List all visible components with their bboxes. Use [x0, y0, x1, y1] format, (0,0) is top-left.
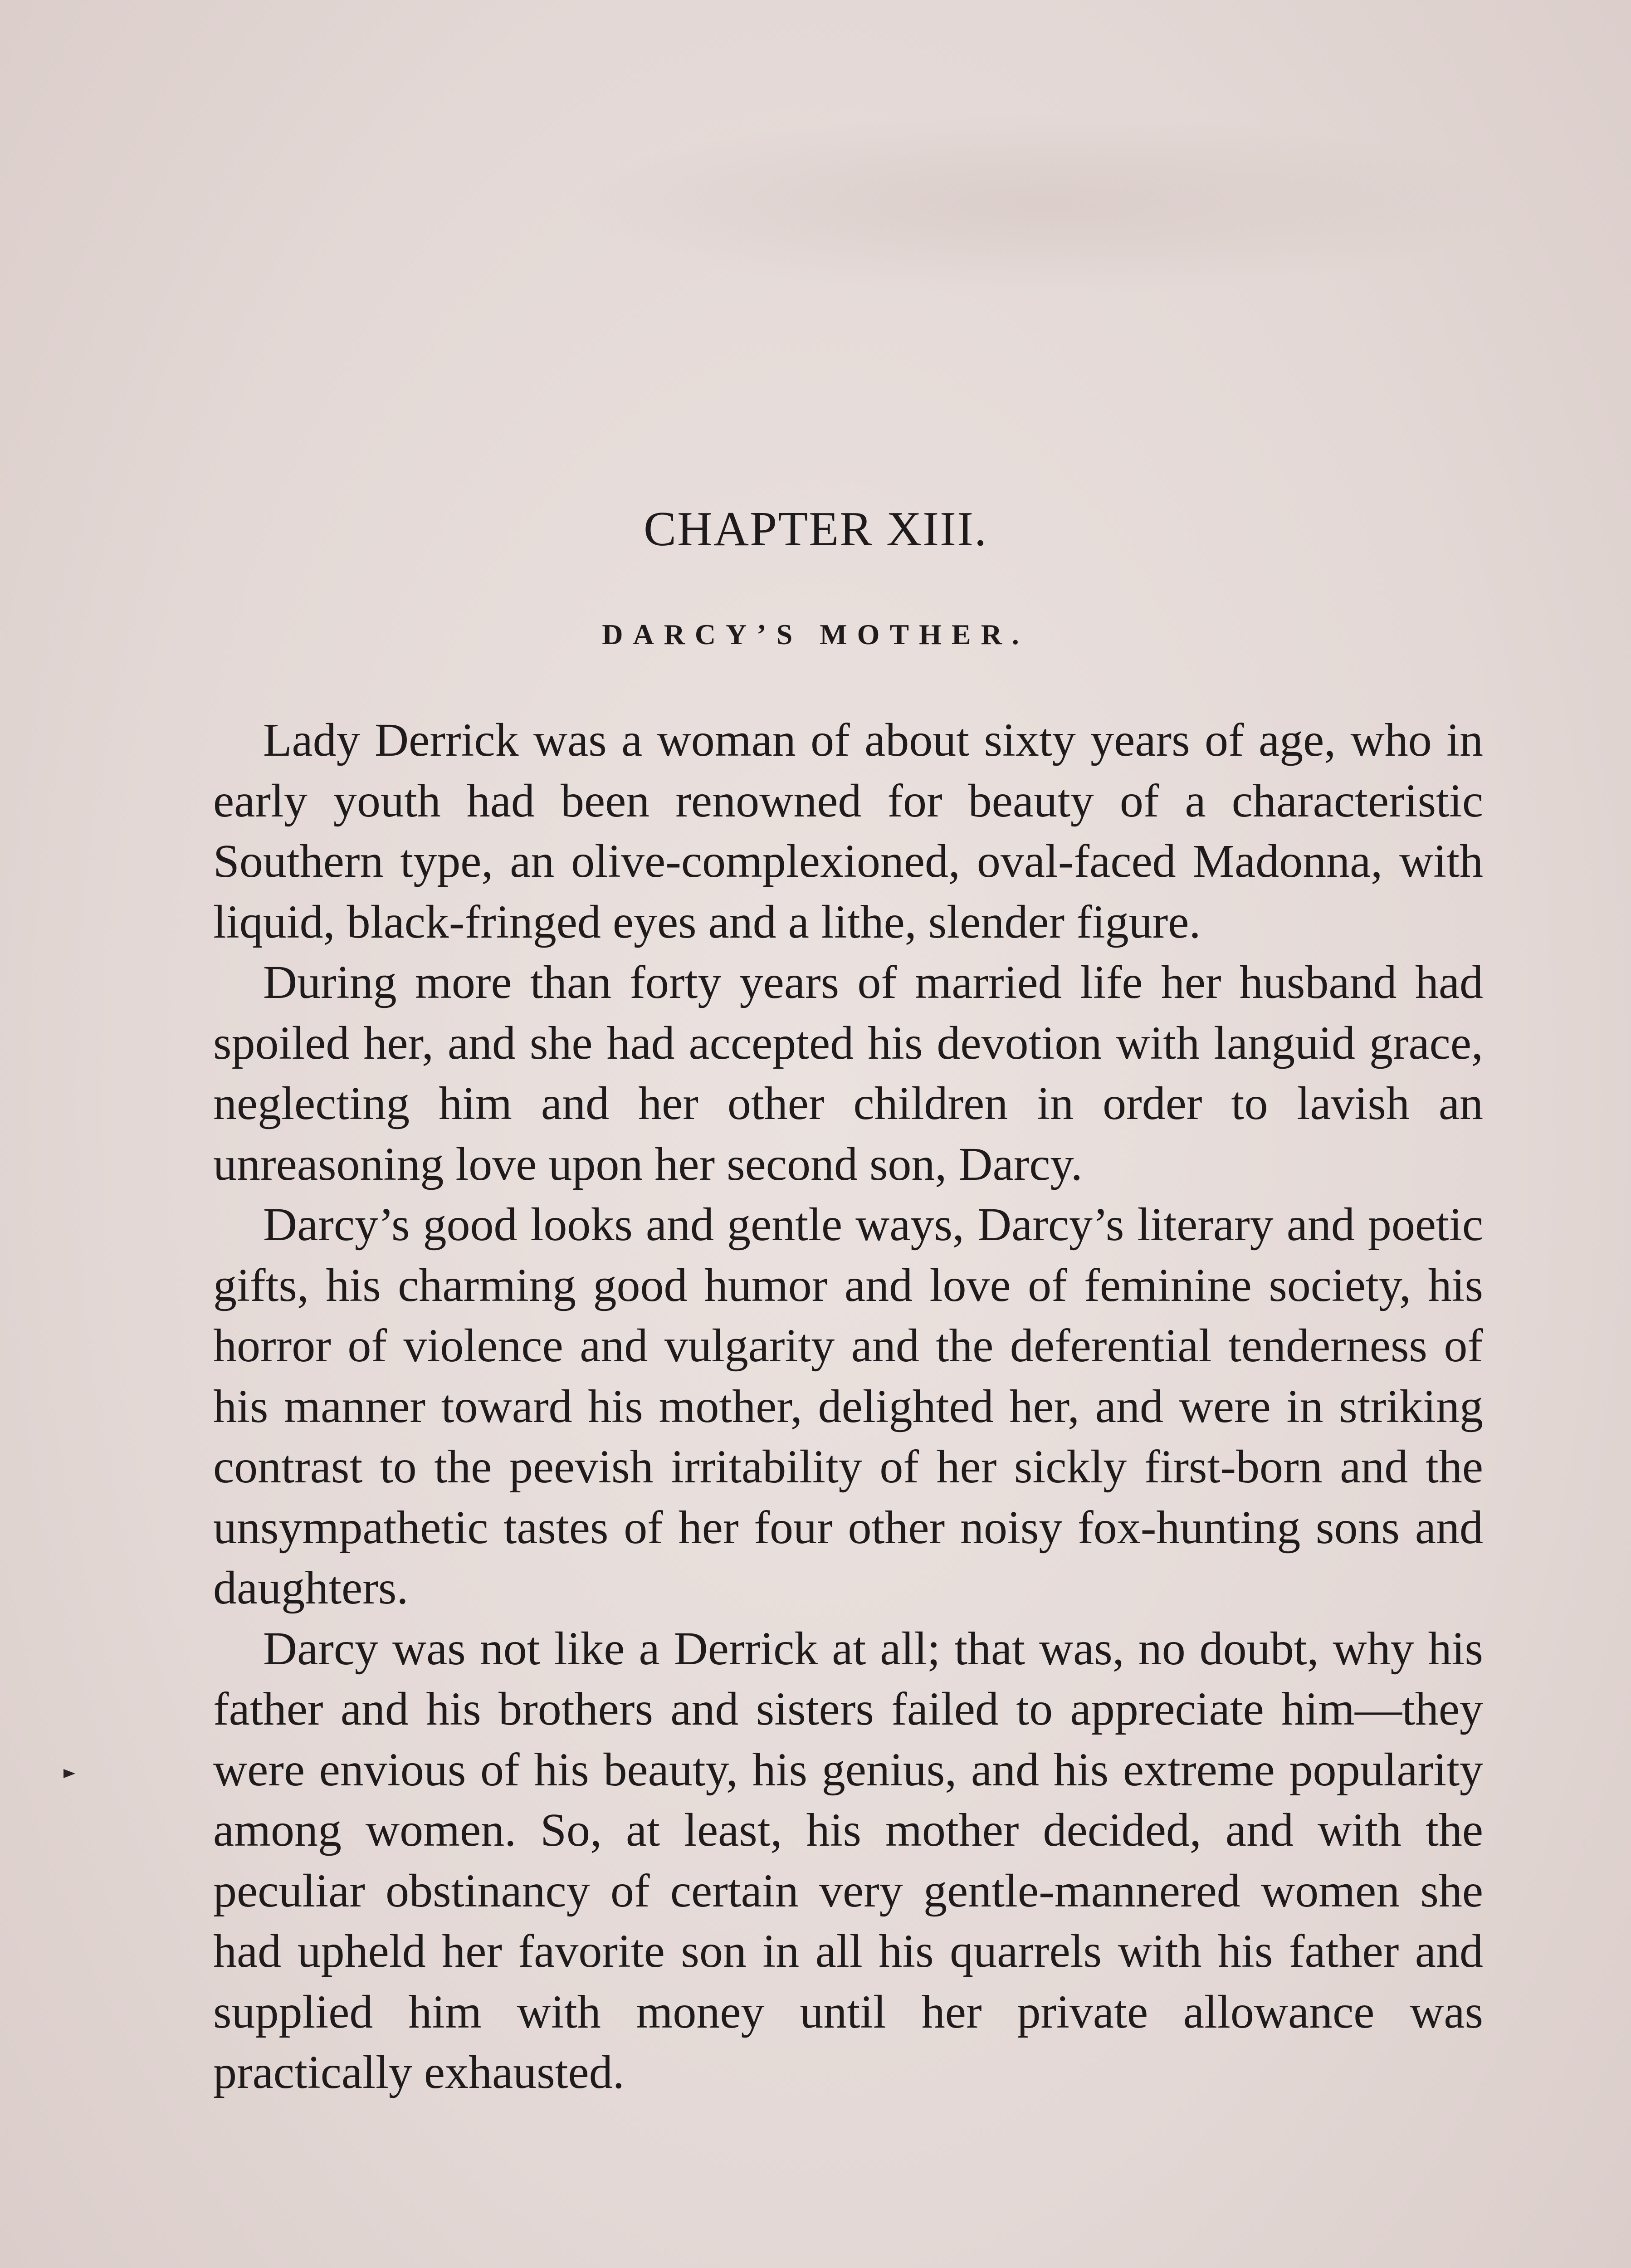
paragraph-4: Darcy was not like a Derrick at all; that was, no doubt, why his father and his brothers and sisters failed to appreciate him—they were envious of his beauty, his genius, and his extreme popularity among women. So, at least, his mother decided, and with the peculiar obstinancy of certain very gentle-mannered women she had upheld her favorite son in all his quarrels with his father and supplied him with money until her private allowance was practically exhausted.: [213, 1622, 1483, 2098]
paragraph-2: During more than forty years of married life her husband had spoiled her, and she had accepted his devotion with languid grace, neglecting him and her other children in order to lavish an unreasoning love upon her second son, Darcy.: [213, 956, 1483, 1190]
chapter-title: CHAPTER XIII.: [644, 502, 987, 556]
chapter-body: [213, 710, 1483, 2103]
chapter-subtitle: DARCY’S MOTHER.: [602, 618, 1029, 650]
show-through-bleed: [562, 113, 1515, 295]
margin-mark: [63, 1769, 75, 1778]
paragraph-1: Lady Derrick was a woman of about sixty years of age, who in early youth had been renowned for beauty of a characteristic Southern type, an olive-complexioned, oval-faced Madonna, with liquid, black-fringed eyes and a lithe, slender figure.: [213, 714, 1483, 948]
paragraph-3: Darcy’s good looks and gentle ways, Darcy’s literary and poetic gifts, his charming good humor and love of feminine society, his horror of violence and vulgarity and the deferential tenderness of his manner toward his mother, delighted her, and were in striking contrast to the peevish irritability of her sickly first-born and the unsympathetic tastes of her four other noisy fox-hunting sons and daughters.: [213, 1198, 1483, 1614]
